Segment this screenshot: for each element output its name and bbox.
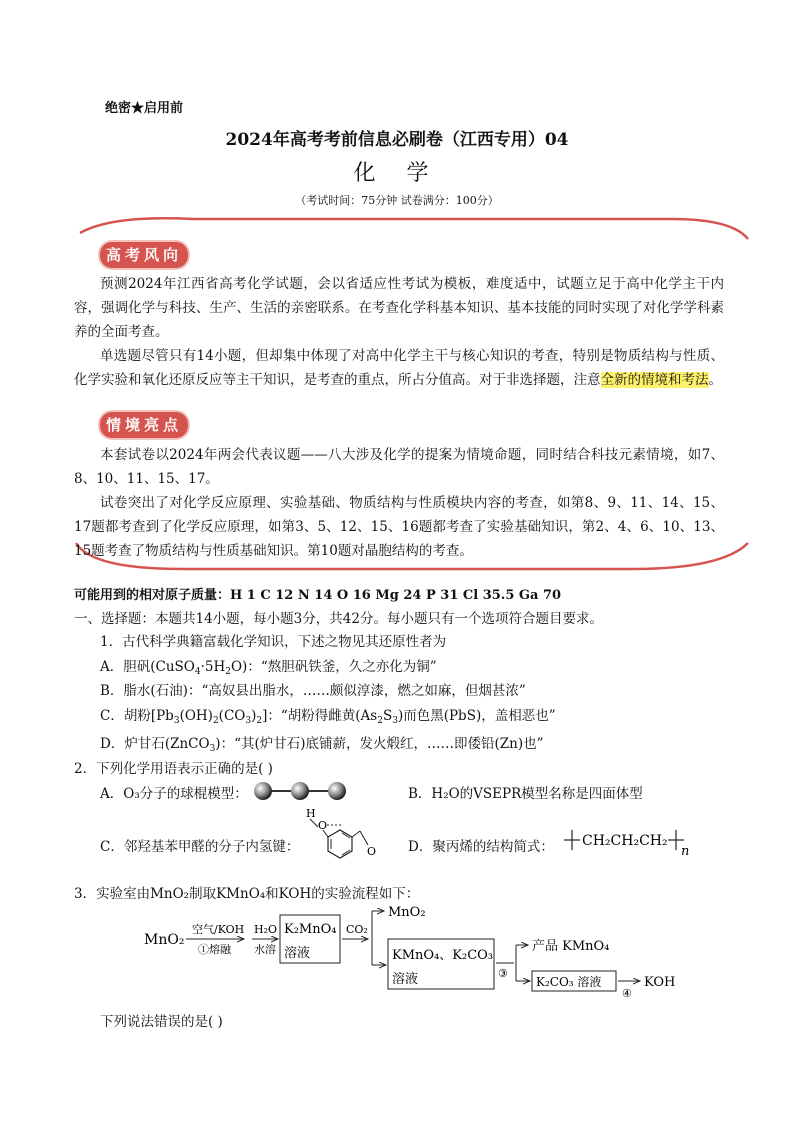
kmno4-flow-diagram — [140, 903, 700, 1003]
svg-text:MnO₂: MnO₂ — [388, 905, 426, 920]
svg-text:O: O — [318, 819, 328, 832]
question-1-option-c: C．胡粉$[Pb_3(OH)_2(CO_3)_2]$：“胡粉得雌黄$(As_2S_3)$而色黑(PbS)，盖相恶也” — [100, 708, 556, 726]
question-1-option-b: B．脂水(石油)：“高奴县出脂水，……颇似淳漆，燃之如麻，但烟甚浓” — [100, 683, 526, 699]
question-1-stem: 1．古代科学典籍富载化学知识，下述之物见其还原性者为 — [100, 634, 447, 650]
svg-text:H: H — [306, 807, 316, 820]
svg-text:溶液: 溶液 — [392, 972, 419, 987]
question-2-option-a: A．O₃分子的球棍模型： — [100, 786, 248, 802]
ball-stick-model-icon — [253, 778, 348, 804]
confidential-mark: 绝密★启用前 — [105, 101, 184, 116]
flow-box1-top: K₂MnO₄ — [284, 922, 337, 937]
paragraph-context-2: 试卷突出了对化学反应原理、实验基础、物质结构与性质模块内容的考查，如第8、9、11、14、15、17题都考查到了化学反应原理，如第3、5、12、15、16题都考查了实验基础知识，第2、4、6、10、13、15题考查了物质结构与性质基础知识。第10题对晶胞结构的考查。 — [74, 495, 724, 559]
svg-text:n: n — [681, 844, 690, 858]
svg-text:KMnO₄、K₂CO₃: KMnO₄、K₂CO₃ — [392, 948, 494, 963]
paragraph-context-1: 本套试卷以2024年两会代表议题——八大涉及化学的提案为情境命题，同时结合科技元素情境，如7、8、10、11、15、17。 — [74, 447, 724, 487]
question-2-option-d: D．聚丙烯的结构简式： — [408, 839, 554, 855]
highlighted-text: 全新的情境和考法 — [600, 372, 709, 388]
question-2-stem: 2．下列化学用语表示正确的是( ) — [74, 761, 273, 777]
question-1-option-a: A．胆矾$(CuSO_4\cdot 5H_2O)$：“熬胆矾铁釜，久之亦化为铜” — [100, 659, 437, 677]
exam-title: 2024年高考考前信息必刷卷（江西专用）04 — [225, 130, 569, 150]
hydroxybenzaldehyde-structure-icon — [298, 805, 388, 865]
svg-text:空气/KOH: 空气/KOH — [192, 923, 245, 936]
exam-time-info: （考试时间：75分钟 试卷满分：100分） — [295, 194, 499, 207]
question-2-option-b: B．H₂O的VSEPR模型名称是四面体型 — [408, 786, 643, 802]
flow-start: MnO₂ — [144, 932, 185, 948]
svg-text:CH₂CH₂CH₂: CH₂CH₂CH₂ — [582, 833, 668, 849]
svg-text:KOH: KOH — [644, 975, 676, 990]
svg-text:CO₂: CO₂ — [346, 923, 368, 936]
svg-text:①熔融: ①熔融 — [198, 943, 231, 956]
badge-context-highlights: 情境亮点 — [100, 412, 188, 438]
svg-text:③: ③ — [498, 967, 508, 980]
section-one-heading: 一、选择题：本题共14小题，每小题3分，共42分。每小题只有一个选项符合题目要求。 — [74, 611, 603, 627]
svg-text:O: O — [367, 845, 377, 858]
svg-text:水溶: 水溶 — [254, 943, 276, 956]
question-2-option-c: C．邻羟基苯甲醛的分子内氢键： — [100, 839, 300, 855]
atomic-masses: 可能用到的相对原子质量：H 1 C 12 N 14 O 16 Mg 24 P 31 Cl 35.5 Ga 70 — [74, 588, 562, 603]
question-3-stem: 3．实验室由MnO₂制取KMnO₄和KOH的实验流程如下： — [74, 886, 420, 902]
svg-text:K₂CO₃ 溶液: K₂CO₃ 溶液 — [536, 975, 602, 989]
polypropylene-formula-icon — [560, 824, 700, 858]
svg-text:④: ④ — [622, 987, 632, 1000]
svg-text:溶液: 溶液 — [284, 946, 311, 961]
svg-text:H₂O: H₂O — [254, 923, 278, 936]
paragraph-trend-2: 单选题尽管只有14小题，但却集中体现了对高中化学主干与核心知识的考查，特别是物质结构与性质、化学实验和氧化还原反应等主干知识，是考查的重点，所占分值高。对于非选择题，注意全新的情境和考法。 — [74, 348, 724, 388]
question-3-prompt: 下列说法错误的是( ) — [100, 1014, 223, 1030]
question-1-option-d: D．炉甘石(ZnCO$_3$)：“其(炉甘石)底铺薪，发火煅红，……即倭铅(Zn)也” — [100, 736, 544, 754]
svg-text:产品 KMnO₄: 产品 KMnO₄ — [532, 939, 610, 954]
badge-exam-trend: 高考风向 — [100, 242, 188, 268]
paragraph-trend-1: 预测2024年江西省高考化学试题，会以省适应性考试为模板，难度适中，试题立足于高中化学主干内容，强调化学与科技、生产、生活的亲密联系。在考查化学科基本知识、基本技能的同时实现了对化学学科素养的全面考查。 — [74, 276, 724, 340]
subject-title: 化 学 — [353, 161, 441, 186]
